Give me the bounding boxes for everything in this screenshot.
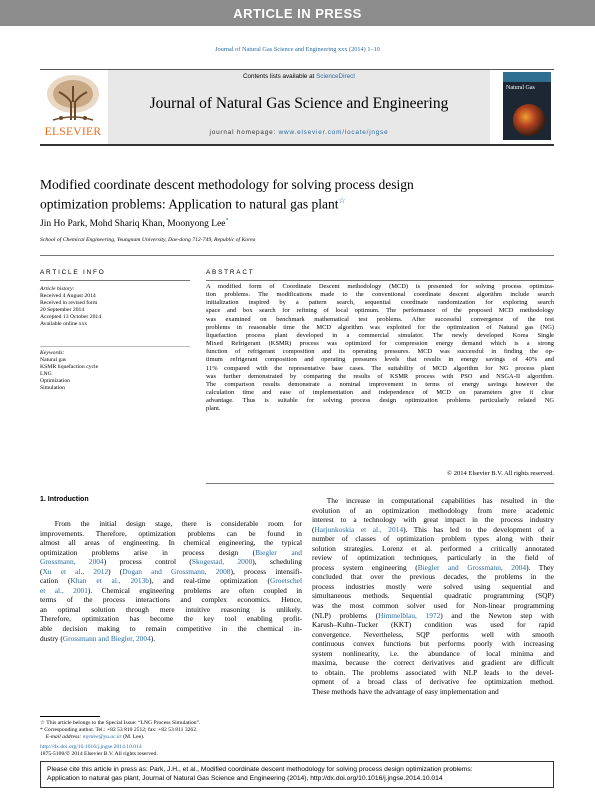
intro-line [312,658,554,668]
intro-text: terms of the process interactions and complex economics. Hence, [40,595,302,605]
abstract-line: space and box search for refining of local optimum. The performance of the proposed MCD methodology [206,307,554,315]
abstract-line: 11% compared with the representative base cases. The suitability of MCD algorithm for NG process plant [206,364,554,372]
intro-line [312,639,554,649]
contents-prefix: Contents lists available at [242,73,317,80]
intro-text: was the most common solver used for Non-linear programming [312,601,554,611]
cover-flame-graphic [513,104,545,136]
email-suffix: (M. Lee). [121,734,145,741]
abstract-line: calculation time and ease of implementation and independence of MCD on parameters give it clear [206,389,554,397]
abstract-line: plant. [206,405,221,413]
abstract-line: liquefaction process plant developed in a commercial simulator. The newly developed Korea Single [206,331,554,339]
keywords-rule [40,346,190,347]
doi-link[interactable]: http://dx.doi.org/10.1016/j.jngse.2014.10.014 [40,744,142,750]
intro-line [40,624,302,634]
abstract-rule [206,280,554,281]
intro-text: concluded that over the previous decades, the problems in the [312,572,554,582]
intro-line [312,544,554,554]
intro-text: ) and the Newton step with [440,610,554,620]
intro-text: ), process intensifi- [230,566,302,576]
corresponding-author-mark[interactable]: * [225,218,229,224]
keywords-block [40,350,190,393]
keyword-item: Natural gas [40,357,67,364]
citation-link[interactable]: Grossmann and Biegler, 2004 [62,633,151,643]
abstract-line: A modified form of Coordinate Descent methodology (MCD) is presented for solving process optimiza- [206,283,554,290]
citation-link[interactable]: Xu et al., 2012 [42,566,109,576]
intro-text: interest to a technology with great impact in the process industry [312,515,554,525]
abstract-line: initialization inspired by a pattern search, sequential coordinate randomization for exploring search [206,299,554,307]
citation-link[interactable]: Skogestad, 2000 [191,557,253,567]
citation-link[interactable]: Harjunkoskia et al., 2014 [314,524,404,534]
history-line: Received in revised form [40,300,98,307]
intro-text: The increase in computational capabilities has resulted in the [312,496,554,505]
citation-link[interactable]: Grossmann, 2004 [40,557,104,567]
abstract-heading: ABSTRACT [206,269,255,276]
citation-link[interactable]: Dogan and Grossmann, 2008 [122,566,231,576]
keyword-item: KSMR liquefaction cycle [40,364,99,371]
intro-line [312,506,554,516]
header-bottom-rule [40,144,554,146]
abstract-line: was examined on benchmark mathematical test problems. After successful convergence of the test [206,315,554,323]
intro-text: system nonlinearity, i.e. the abundance of local minima and [312,648,554,658]
intro-line [312,687,554,697]
intro-text: able decision making to remain competitive in the chemical in- [40,624,302,634]
article-title-line-2 [40,193,540,213]
intro-text: evolution of an optimization methodology from mere academic [312,505,554,515]
history-line: 20 September 2014 [40,307,85,314]
intro-line [312,591,554,601]
citation-link[interactable]: Groetschel [270,576,303,586]
intro-line [312,611,554,621]
homepage-url-link[interactable]: www.elsevier.com/locate/jngse [278,129,389,136]
intro-line [312,525,554,535]
intro-text: These methods have the advantage of easy implementation and [312,686,499,696]
citation-link[interactable]: et al., 2001 [40,585,88,595]
abstract-line: advantage. Thus is suitable for solving process design optimization problems particularly related NG [206,397,554,405]
intro-line [40,567,302,577]
abstract-body [206,283,554,414]
intro-line [312,496,554,506]
intro-line [312,553,554,563]
abstract-line: function of refrigerant composition and its operating pressures. MCD was successful in finding the op- [206,348,554,356]
special-issue-footnote: ☆ This article belongs to the Special Issue: “LNG Process Simulation”. [40,720,201,726]
journal-title: Journal of Natural Gas Science and Engineering [149,95,449,112]
intro-line [40,557,302,567]
citation-link[interactable]: Biegler and [255,547,302,557]
intro-line [312,677,554,687]
intro-right-column [312,496,554,696]
footnotes-block [40,720,300,741]
intro-text: optimization problems arise in process design ( [40,547,256,557]
intro-line [312,563,554,573]
intro-text: maxima, because the correct derivatives and gradient are difficult [312,658,554,668]
intro-text: improvements. Therefore, optimization problems can be found in [40,528,302,538]
intro-text: ). They [526,562,554,572]
intro-line [40,529,302,539]
history-line: Accepted 13 October 2014 [40,314,102,321]
intro-line [40,519,302,529]
footnote-rule [40,716,100,717]
intro-text: ( [312,524,315,534]
intro-line [40,605,302,615]
elsevier-wordmark: ELSEVIER [44,126,102,138]
intro-line [40,538,302,548]
citation-box [40,761,554,788]
intro-line [40,548,302,558]
intro-text: convergence. Nevertheless, SQP performs well with smooth [312,629,554,639]
article-title-line-1: Modified coordinate descent methodology for solving process design [40,177,414,192]
homepage-prefix: journal homepage: [209,129,279,136]
intro-text: ). [150,633,156,643]
article-info-rule [40,280,190,281]
intro-line [40,614,302,624]
article-history-label: Article history: [40,286,75,292]
keyword-item: LNG [40,371,52,378]
intro-text: almost all areas of engineering. In chemical engineering, the typical [40,538,302,548]
article-info-heading: ARTICLE INFO [40,269,106,276]
intro-line [312,572,554,582]
cover-top-band [503,72,551,82]
abstract-line: timum refrigerant composition and operating pressures levels that results in energy savings of 40% and [206,356,554,364]
keywords-label: Keywords: [40,350,65,356]
email-label: E-mail address: [45,734,83,741]
intro-text: opment of a broad class of derivative fee optimization method. [312,677,554,687]
intro-line [312,668,554,678]
intro-text: ), scheduling [252,557,302,567]
journal-citation-link[interactable]: Journal of Natural Gas Science and Engineering xxx (2014) 1–10 [215,46,380,53]
title-separator-rule [40,255,554,256]
intro-text: cation ( [40,576,71,586]
email-link[interactable]: mynlee@yu.ac.kr [82,734,122,741]
author-names: Jin Ho Park, Mohd Shariq Khan, Moonyong Lee [40,219,226,230]
intro-text: review of optimization techniques, particularly in the field of [312,553,554,563]
doi-block [40,744,300,758]
intro-text: ), and real-time optimization ( [148,576,270,586]
journal-homepage-line [108,129,490,136]
abstract-line: was further demonstrated by comparing the results of KSMR process with PSO and NSGA-II algorithm. [206,372,554,380]
intro-text: solution strategies. Lorenz et al. performed a critically annotated [312,543,554,553]
intro-line [40,595,302,605]
intro-text: an optimal solution through mere intuitive reasoning is unlikely. [40,604,302,614]
sciencedirect-link[interactable]: ScienceDirect [316,73,355,80]
intro-line [312,601,554,611]
keyword-item: Optimization [40,378,71,385]
intro-left-column [40,519,302,643]
title-footnote-mark[interactable]: ☆ [338,196,346,205]
abstract-line: The comparison results demonstrate a nominal improvement in terms of energy savings however the [206,380,554,388]
abstract-line: tion problems. The modifications made to the conventional coordinate descent algorithm include search [206,291,554,299]
abstract-line: Mixed Refrigerant (KSMR) process was optimized for compression energy demand which is a strong [206,340,554,348]
intro-text: simultaneous methods. Sequential quadratic programming (SQP) [312,591,554,601]
intro-text: ( [40,566,43,576]
citation-line-1: Please cite this article in press as: Park, J.H., et al., Modified coordinate descent methodology for solving process design optimization problems: [47,766,473,773]
intro-text: Therefore, optimization has become the key tool enabling profit- [40,614,302,624]
abstract-bottom-rule [206,483,554,484]
intro-text: ) process control ( [103,557,192,567]
intro-line [312,582,554,592]
intro-text: ). Chemical engineering problems are often coupled in [87,585,302,595]
cover-title: Natural Gas [506,85,535,91]
intro-line [312,515,554,525]
article-in-press-label: ARTICLE IN PRESS [233,6,362,21]
intro-text: ) ( [108,566,123,576]
article-history-block [40,286,190,329]
issn-line: 1875-5100/© 2014 Elsevier B.V. All rights reserved. [40,751,158,758]
intro-text: process system engineering ( [312,562,418,572]
intro-line [312,534,554,544]
intro-text: Karush–Kuhn–Tucker (KKT) condition was used for rapid [312,620,554,630]
intro-line [40,586,302,596]
author-affiliation: School of Chemical Engineering, Yeungnam University, Dae-dong 712-749, Republic of Korea [40,237,256,243]
citation-link[interactable]: Biegler and Grossmann, 2004 [417,562,527,572]
copyright-notice: © 2014 Elsevier B.V. All rights reserved. [447,470,554,477]
contents-available-line [108,73,490,80]
citation-link[interactable]: Himmelblau, 1972 [378,610,441,620]
introduction-heading: 1. Introduction [40,496,89,503]
intro-text: process industries mostly were solved using sequential and [312,581,554,591]
intro-line [40,634,302,644]
journal-cover-image [503,72,551,140]
abstract-line: problems in reasonable time the MCD algorithm was exploited for the optimization of Natural gas (NG) [206,323,554,331]
citation-link[interactable]: Khan et al., 2013b [70,576,149,586]
intro-line [40,576,302,586]
intro-line [312,630,554,640]
email-footnote [40,734,300,741]
intro-text: (NLP) problems ( [312,610,379,620]
intro-text: number of classes of optimization problem types along with their [312,534,554,544]
author-list [40,218,229,229]
history-line: Received 4 August 2014 [40,293,96,300]
intro-text: continuous convex functions but performs poorly with increasing [312,639,554,649]
intro-text: ). This has led to the development of a [403,524,554,534]
intro-text: dustry ( [40,633,63,643]
corresponding-author-footnote: * Corresponding author. Tel.: +82 53 810 2512; fax: +82 53 811 3262. [40,727,198,734]
history-line: Available online xxx [40,321,88,328]
intro-line [312,620,554,630]
article-title [40,177,540,213]
intro-text: to obtain. The problems associated with NLP leads to the devel- [312,667,554,677]
keyword-item: Simulation [40,385,65,392]
intro-line [312,649,554,659]
intro-text: From the initial design stage, there is considerable room for [40,519,302,528]
citation-line-2[interactable]: Application to natural gas plant, Journal of Natural Gas Science and Engineering (2014), http://dx.doi.org/10.1016/j.jngse.2014.10.014 [47,775,443,782]
article-title-line-2-text: optimization problems: Application to natural gas plant [40,196,339,212]
